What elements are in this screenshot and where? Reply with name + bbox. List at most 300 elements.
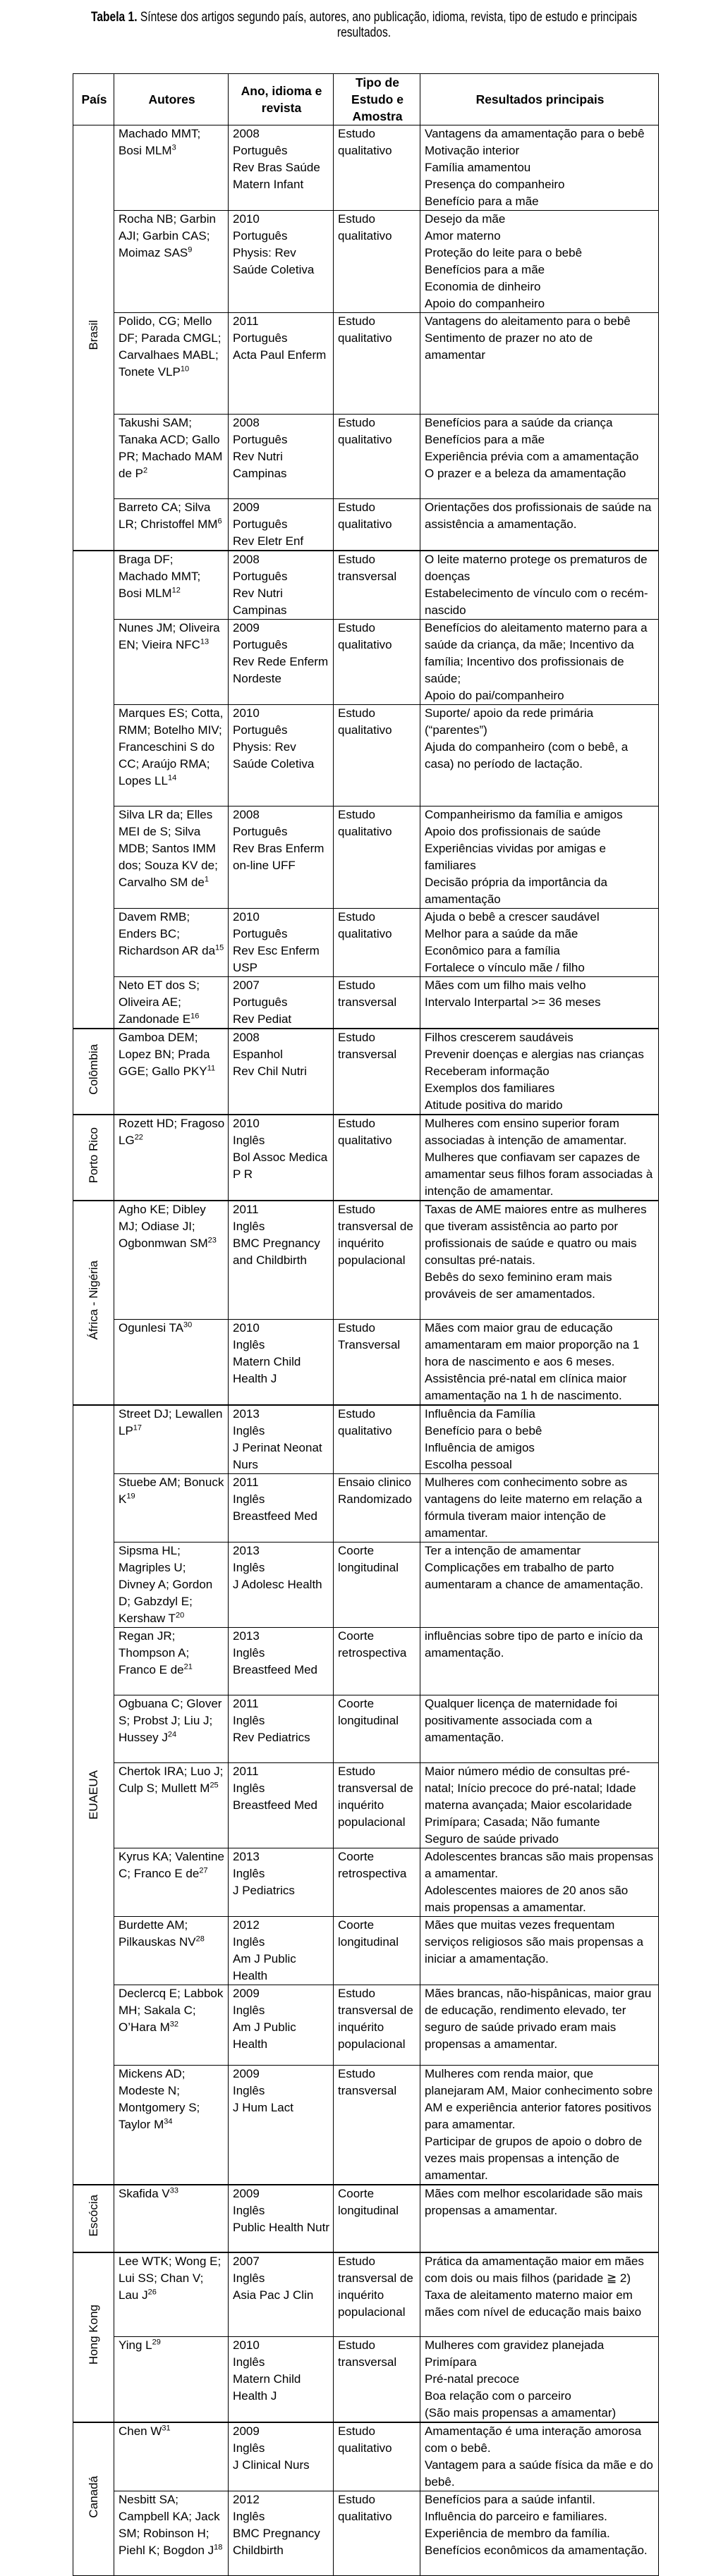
- publication-language: Inglês: [233, 1866, 265, 1880]
- publication-cell: [229, 1201, 334, 1319]
- result-item: Econômico para a família: [425, 944, 560, 957]
- study-type: Estudo qualitativo: [338, 314, 392, 345]
- publication-year: 2010: [233, 2338, 260, 2352]
- publication-cell: [229, 499, 334, 551]
- journal-name: Am J Public Health: [233, 2020, 296, 2051]
- reference-number: 18: [214, 2543, 223, 2552]
- publication-year: 2013: [233, 1406, 260, 1421]
- authors-cell: [114, 1848, 229, 1916]
- publication-language: Inglês: [233, 1492, 265, 1506]
- study-type-cell: [334, 1115, 420, 1201]
- country-label: EUA: [86, 1770, 100, 1795]
- table-row: [73, 2337, 659, 2423]
- publication-year: 2009: [233, 1986, 260, 2000]
- table-row: [73, 1695, 659, 1762]
- study-type-cell: [334, 1405, 420, 1474]
- publication-language: Espanhol: [233, 1048, 283, 1061]
- results-cell: [420, 415, 659, 499]
- reference-number: 20: [175, 1610, 185, 1619]
- reference-number: 17: [133, 1423, 142, 1432]
- result-item: Benefício para o bebê: [425, 1423, 542, 1437]
- study-type-cell: [334, 1319, 420, 1405]
- reference-number: 28: [195, 1934, 205, 1943]
- authors-cell: [114, 1201, 229, 1319]
- study-type: Estudo transversal: [338, 979, 397, 1009]
- authors-cell: [114, 2065, 229, 2185]
- publication-language: Inglês: [233, 2003, 265, 2017]
- result-item: Prevenir doenças e alergias nas crianças: [425, 1048, 644, 1061]
- publication-cell: [229, 2185, 334, 2252]
- table-row: [73, 2185, 659, 2252]
- reference-number: 25: [210, 1780, 219, 1789]
- study-type-cell: [334, 1542, 420, 1627]
- authors-cell: [114, 1029, 229, 1115]
- authors-text: Gamboa DEM; Lopez BN; Prada GGE; Gallo PKY: [119, 1031, 210, 1078]
- journal-name: Rev Rede Enferm Nordeste: [233, 655, 329, 685]
- authors-text: Davem RMB; Enders BC; Richardson AR da: [119, 910, 216, 957]
- reference-number: 34: [164, 2116, 173, 2126]
- result-item: Economia de dinheiro: [425, 280, 541, 293]
- authors-cell: [114, 1985, 229, 2065]
- country-cell: [73, 2185, 114, 2252]
- journal-name: Rev Pediat: [233, 1012, 292, 1026]
- table-row: [73, 1115, 659, 1201]
- result-item: Assistência pré-natal em clínica maior amamentação na 1 h de nascimento.: [425, 1371, 627, 1402]
- results-cell: [420, 1695, 659, 1762]
- result-item: Filhos crescerem saudáveis: [425, 1031, 574, 1044]
- publication-cell: [229, 909, 334, 977]
- result-item: Melhor para a saúde da mãe: [425, 927, 578, 940]
- journal-name: Breastfeed Med: [233, 1662, 318, 1676]
- study-type-cell: [334, 499, 420, 551]
- publication-cell: [229, 1405, 334, 1474]
- journal-name: Matern Child Health J: [233, 1354, 301, 1385]
- result-item: Benefício para a mãe: [425, 195, 539, 208]
- results-cell: [420, 705, 659, 806]
- publication-language: Português: [233, 995, 288, 1009]
- authors-cell: [114, 2252, 229, 2337]
- result-item: Maior número médio de consultas pré-natal; Início precoce do pré-natal; Idade materna avançada; Maior escolaridade: [425, 1764, 636, 1812]
- result-item: Benefícios para a saúde infantil.: [425, 2493, 595, 2506]
- publication-language: Inglês: [233, 1220, 265, 1233]
- journal-name: Rev Pediatrics: [233, 1730, 310, 1744]
- authors-text: Regan JR; Thompson A; Franco E de: [119, 1629, 190, 1676]
- authors-cell: [114, 1319, 229, 1405]
- result-item: Primípara; Casada; Não fumante: [425, 1815, 600, 1829]
- study-type: Estudo qualitativo: [338, 127, 392, 157]
- reference-number: 1: [204, 875, 210, 884]
- publication-language: Português: [233, 825, 288, 838]
- publication-language: Português: [233, 927, 288, 940]
- result-item: Benefícios econômicos da amamentação.: [425, 2544, 648, 2557]
- results-cell: [420, 2422, 659, 2491]
- study-type: Coorte longitudinal: [338, 1918, 399, 1949]
- results-cell: [420, 620, 659, 705]
- authors-text: Lee WTK; Wong E; Lui SS; Chan V; Lau J: [119, 2254, 222, 2302]
- result-item: Vantagens da amamentação para o bebê: [425, 127, 645, 140]
- authors-cell: [114, 1916, 229, 1985]
- result-item: Benefícios do aleitamento materno para a saúde da criança, da mãe; Incentivo da família; Incentivo dos profissionais de saúde;: [425, 621, 648, 685]
- study-type: Estudo transversal de inquérito populacional: [338, 1986, 413, 2051]
- reference-number: 19: [126, 1491, 135, 1500]
- results-cell: [420, 1473, 659, 1542]
- authors-text: Rocha NB; Garbin AJI; Garbin CAS; Moimaz SAS: [119, 212, 216, 259]
- result-item: Benefícios para a saúde da criança: [425, 416, 613, 429]
- result-item: Bebês do sexo feminino eram mais prováveis de ser amamentados.: [425, 1270, 612, 1301]
- header-autores: Autores: [114, 74, 229, 125]
- study-type-cell: [334, 620, 420, 705]
- publication-cell: [229, 705, 334, 806]
- journal-name: BMC Pregnancy and Childbirth: [233, 1237, 320, 1267]
- journal-name: Asia Pac J Clin: [233, 2288, 314, 2302]
- header-tipo: Tipo de Estudo e Amostra: [334, 74, 420, 125]
- authors-text: Mickens AD; Modeste N; Montgomery S; Taylor M: [119, 2066, 200, 2131]
- results-cell: [420, 977, 659, 1029]
- results-cell: [420, 1201, 659, 1319]
- publication-cell: [229, 1542, 334, 1627]
- results-cell: [420, 1985, 659, 2065]
- publication-cell: [229, 1985, 334, 2065]
- publication-year: 2008: [233, 808, 260, 821]
- results-cell: [420, 806, 659, 909]
- study-type: Estudo transversal de inquérito populacional: [338, 1203, 413, 1267]
- authors-cell: [114, 2422, 229, 2491]
- study-type: Estudo qualitativo: [338, 1117, 392, 1147]
- study-type: Estudo qualitativo: [338, 212, 392, 243]
- study-type: Estudo qualitativo: [338, 416, 392, 446]
- publication-language: Inglês: [233, 2355, 265, 2369]
- publication-year: 2009: [233, 501, 260, 514]
- authors-text: Sipsma HL; Magriples U; Divney A; Gordon D; Gabzdyl E; Kershaw T: [119, 1543, 213, 1625]
- journal-name: Rev Eletr Enf: [233, 534, 304, 548]
- result-item: Mães com maior grau de educação amamentaram em maior proporção na 1 hora de nascimento e aos 6 meses.: [425, 1320, 640, 1368]
- table-row: [73, 705, 659, 806]
- result-item: Adolescentes brancas são mais propensas a amamentar.: [425, 1849, 654, 1880]
- study-type: Estudo qualitativo: [338, 2493, 392, 2523]
- study-type-cell: [334, 1473, 420, 1542]
- publication-cell: [229, 1762, 334, 1848]
- study-type: Estudo transversal de inquérito populacional: [338, 2254, 413, 2319]
- result-item: O leite materno protege os prematuros de doenças: [425, 553, 648, 583]
- result-item: Influência de amigos: [425, 1440, 535, 1454]
- study-type-cell: [334, 977, 420, 1029]
- publication-cell: [229, 1029, 334, 1115]
- authors-cell: [114, 2337, 229, 2423]
- authors-cell: [114, 313, 229, 415]
- publication-cell: [229, 1916, 334, 1985]
- results-cell: [420, 2337, 659, 2423]
- journal-name: BMC Pregnancy Childbirth: [233, 2527, 320, 2557]
- header-resultados: Resultados principais: [420, 74, 659, 125]
- publication-year: 2012: [233, 2493, 260, 2506]
- journal-name: Rev Nutri Campinas: [233, 587, 287, 617]
- authors-cell: [114, 977, 229, 1029]
- publication-language: Português: [233, 229, 288, 243]
- country-cell: [73, 551, 114, 1029]
- study-type-cell: [334, 2422, 420, 2491]
- result-item: Mulheres com conhecimento sobre as vantagens do leite materno em relação a fórmula tiveram maior intenção de amamentar.: [425, 1475, 643, 1540]
- journal-name: J Hum Lact: [233, 2100, 293, 2114]
- publication-language: Inglês: [233, 1934, 265, 1949]
- result-item: Suporte/ apoio da rede primária (“parentes”): [425, 706, 594, 737]
- journal-name: Breastfeed Med: [233, 1509, 318, 1523]
- results-cell: [420, 551, 659, 620]
- result-item: Adolescentes maiores de 20 anos são mais propensas a amamentar.: [425, 1883, 629, 1914]
- result-item: Mães que muitas vezes frequentam serviços religiosos são mais propensas a iniciar a amamentação.: [425, 1918, 643, 1965]
- table-header-row: [73, 74, 659, 125]
- reference-number: 22: [134, 1133, 143, 1142]
- study-type: Estudo qualitativo: [338, 501, 392, 531]
- result-item: Mães com um filho mais velho: [425, 979, 586, 992]
- journal-name: J Clinical Nurs: [233, 2458, 310, 2472]
- authors-text: Skafida V: [119, 2186, 170, 2200]
- publication-cell: [229, 2422, 334, 2491]
- table-row: [73, 551, 659, 620]
- results-cell: [420, 2491, 659, 2576]
- journal-name: Physis: Rev Saúde Coletiva: [233, 246, 315, 276]
- publication-language: Inglês: [233, 1781, 265, 1795]
- publication-language: Inglês: [233, 2441, 265, 2455]
- authors-text: Street DJ; Lewallen LP: [119, 1406, 223, 1437]
- result-item: Benefícios para a mãe: [425, 263, 545, 276]
- publication-cell: [229, 125, 334, 211]
- study-type: Estudo transversal: [338, 2338, 397, 2369]
- results-cell: [420, 909, 659, 977]
- table-row: [73, 1473, 659, 1542]
- study-type-cell: [334, 705, 420, 806]
- result-item: Qualquer licença de maternidade foi positivamente associada com a amamentação.: [425, 1696, 618, 1744]
- publication-language: Português: [233, 433, 288, 446]
- synthesis-table: [73, 73, 659, 2576]
- result-item: influências sobre tipo de parto e início da amamentação.: [425, 1629, 643, 1660]
- result-item: Mulheres com ensino superior foram associadas à intenção de amamentar.: [425, 1117, 627, 1147]
- publication-language: Inglês: [233, 1134, 265, 1147]
- results-cell: [420, 1029, 659, 1115]
- table-row: [73, 620, 659, 705]
- authors-cell: [114, 806, 229, 909]
- journal-name: Am J Public Health: [233, 1951, 296, 1982]
- table-row: [73, 977, 659, 1029]
- study-type: Estudo transversal: [338, 553, 397, 583]
- header-pais: País: [73, 74, 114, 125]
- result-item: Participar de grupos de apoio o dobro de vezes mais propensas a intenção de amamentar.: [425, 2134, 643, 2182]
- authors-text: Ogbuana C; Glover S; Probst J; Liu J; Hussey J: [119, 1696, 222, 1744]
- journal-name: J Pediatrics: [233, 1883, 295, 1897]
- study-type: Estudo qualitativo: [338, 621, 392, 651]
- study-type: Coorte retrospectiva: [338, 1849, 407, 1880]
- publication-language: Inglês: [233, 1560, 265, 1574]
- study-type: Estudo transversal: [338, 2066, 397, 2097]
- study-type-cell: [334, 1201, 420, 1319]
- authors-text: Machado MMT; Bosi MLM: [119, 127, 201, 157]
- publication-year: 2008: [233, 416, 260, 429]
- result-item: Ajuda o bebê a crescer saudável: [425, 910, 600, 924]
- caption-text: Síntese dos artigos segundo país, autores, ano publicação, idioma, revista, tipo de estudo e principais resultados.: [137, 10, 637, 40]
- authors-text: Rozett HD; Fragoso LG: [119, 1117, 225, 1147]
- publication-language: Inglês: [233, 2203, 265, 2217]
- publication-year: 2011: [233, 1203, 259, 1216]
- study-type: Estudo qualitativo: [338, 910, 392, 940]
- result-item: Estabelecimento de vínculo com o recém-nascido: [425, 587, 648, 617]
- publication-cell: [229, 806, 334, 909]
- table-row: [73, 1916, 659, 1985]
- study-type: Estudo qualitativo: [338, 1406, 392, 1437]
- authors-text: Polido, CG; Mello DF; Parada CMGL; Carvalhaes MABL; Tonete VLP: [119, 314, 222, 379]
- table-row: [73, 2252, 659, 2337]
- publication-year: 2010: [233, 1117, 260, 1130]
- result-item: Mulheres com renda maior, que planejaram AM, Maior conhecimento sobre AM e experiência anterior fatores positivos para amamentar.: [425, 2066, 653, 2131]
- country-label: Canadá: [86, 2475, 100, 2518]
- table-row: [73, 2065, 659, 2185]
- authors-cell: [114, 415, 229, 499]
- journal-name: Rev Esc Enferm USP: [233, 944, 320, 974]
- authors-cell: [114, 499, 229, 551]
- publication-year: 2013: [233, 1849, 260, 1863]
- study-type-cell: [334, 1916, 420, 1985]
- publication-year: 2009: [233, 621, 260, 634]
- table-row: [73, 806, 659, 909]
- study-type-cell: [334, 1029, 420, 1115]
- authors-text: Barreto CA; Silva LR; Christoffel MM: [119, 501, 218, 531]
- result-item: Ajuda do companheiro (com o bebê, a casa) no período de lactação.: [425, 740, 629, 771]
- study-type-cell: [334, 2491, 420, 2576]
- publication-cell: [229, 1473, 334, 1542]
- result-item: Influência do parceiro e familiares.: [425, 2510, 607, 2523]
- study-type-cell: [334, 1627, 420, 1695]
- results-cell: [420, 2252, 659, 2337]
- table-row: [73, 1762, 659, 1848]
- study-type: Coorte longitudinal: [338, 2186, 399, 2217]
- authors-text: Ying L: [119, 2338, 152, 2352]
- journal-name: Bol Assoc Medica P R: [233, 1151, 328, 1181]
- results-cell: [420, 313, 659, 415]
- study-type: Estudo transversal de inquérito populacional: [338, 1764, 413, 1829]
- authors-cell: [114, 551, 229, 620]
- result-item: Boa relação com o parceiro: [425, 2389, 571, 2403]
- publication-language: Inglês: [233, 2510, 265, 2523]
- publication-year: 2009: [233, 2186, 260, 2200]
- publication-cell: [229, 2491, 334, 2576]
- table-row: [73, 1985, 659, 2065]
- publication-year: 2011: [233, 1475, 259, 1489]
- publication-year: 2007: [233, 2254, 260, 2268]
- country-label: Hong Kong: [86, 2305, 100, 2365]
- authors-text: Ogunlesi TA: [119, 1320, 183, 1335]
- publication-language: Inglês: [233, 1337, 265, 1351]
- study-type-cell: [334, 211, 420, 313]
- authors-cell: [114, 705, 229, 806]
- result-item: Escolha pessoal: [425, 1457, 512, 1471]
- results-cell: [420, 125, 659, 211]
- authors-cell: [114, 1627, 229, 1695]
- authors-text: Stuebe AM; Bonuck K: [119, 1475, 224, 1506]
- result-item: Companheirismo da família e amigos: [425, 808, 623, 821]
- result-item: Família amamentou: [425, 161, 531, 174]
- publication-year: 2008: [233, 553, 260, 566]
- publication-year: 2010: [233, 706, 260, 720]
- result-item: Apoio do companheiro: [425, 297, 545, 310]
- publication-language: Português: [233, 570, 288, 583]
- result-item: Influência da Família: [425, 1406, 535, 1421]
- results-cell: [420, 1627, 659, 1695]
- reference-number: 26: [147, 2287, 157, 2296]
- publication-year: 2013: [233, 1543, 260, 1557]
- publication-language: Português: [233, 638, 288, 651]
- results-cell: [420, 211, 659, 313]
- study-type: Estudo Transversal: [338, 1320, 401, 1351]
- publication-cell: [229, 620, 334, 705]
- authors-text: Agho KE; Dibley MJ; Odiase JI; Ogbonmwan SM: [119, 1203, 208, 1250]
- reference-number: 12: [171, 586, 181, 595]
- authors-text: Burdette AM; Pilkauskas NV: [119, 1918, 196, 1949]
- study-type: Ensaio clinico Randomizado: [338, 1475, 412, 1506]
- reference-number: 16: [190, 1012, 200, 1021]
- authors-text: Takushi SAM; Tanaka ACD; Gallo PR; Machado MAM de P: [119, 416, 223, 480]
- journal-name: Breastfeed Med: [233, 1798, 318, 1812]
- result-item: Taxas de AME maiores entre as mulheres que tiveram assistência ao parto por profissionais de saúde e quatro ou mais consultas pré-natais.: [425, 1203, 647, 1267]
- publication-language: Inglês: [233, 1713, 265, 1727]
- study-type: Coorte longitudinal: [338, 1543, 399, 1574]
- reference-number: 33: [169, 2185, 179, 2195]
- authors-text: Nesbitt SA; Campbell KA; Jack SM; Robinson H; Piehl K; Bogdon J: [119, 2493, 220, 2557]
- journal-name: Rev Bras Enferm on-line UFF: [233, 842, 324, 872]
- result-item: Mães brancas, não-hispânicas, maior grau de educação, rendimento elevado, ter seguro de saúde privado eram mais propensas a amamentar.: [425, 1986, 652, 2051]
- table-row: [73, 125, 659, 211]
- table-row: [73, 2422, 659, 2491]
- table-row: [73, 1848, 659, 1916]
- study-type-cell: [334, 415, 420, 499]
- result-item: Benefícios para a mãe: [425, 433, 545, 446]
- publication-year: 2010: [233, 212, 260, 226]
- table-body: [73, 125, 659, 2576]
- reference-number: 32: [169, 2019, 178, 2028]
- result-item: (São mais propensas a amamentar): [425, 2406, 617, 2419]
- authors-cell: [114, 2491, 229, 2576]
- study-type-cell: [334, 2185, 420, 2252]
- publication-cell: [229, 1848, 334, 1916]
- results-cell: [420, 1848, 659, 1916]
- result-item: Experiências vividas por amigas e familiares: [425, 842, 607, 872]
- result-item: Primípara: [425, 2355, 477, 2369]
- results-cell: [420, 499, 659, 551]
- result-item: Motivação interior: [425, 144, 520, 157]
- country-label-stack: [73, 1770, 114, 1820]
- publication-language: Português: [233, 144, 288, 157]
- country-cell: [73, 1115, 114, 1201]
- journal-name: J Adolesc Health: [233, 1577, 322, 1591]
- publication-language: Inglês: [233, 2083, 265, 2097]
- result-item: Taxa de aleitamento materno maior em mães com nível de educação mais baixo: [425, 2288, 642, 2319]
- study-type: Estudo qualitativo: [338, 808, 392, 838]
- study-type-cell: [334, 909, 420, 977]
- authors-cell: [114, 2185, 229, 2252]
- result-item: Mulheres com gravidez planejada: [425, 2338, 605, 2352]
- result-item: Pré-natal precoce: [425, 2372, 520, 2386]
- result-item: Presença do companheiro: [425, 178, 565, 191]
- authors-cell: [114, 1115, 229, 1201]
- authors-cell: [114, 1473, 229, 1542]
- authors-text: Declercq E; Labbok MH; Sakala C; O’Hara M: [119, 1986, 224, 2034]
- results-cell: [420, 2065, 659, 2185]
- publication-year: 2011: [233, 1696, 259, 1710]
- reference-number: 9: [188, 245, 193, 254]
- table-row: [73, 2491, 659, 2576]
- publication-cell: [229, 551, 334, 620]
- result-item: Experiência prévia com a amamentação: [425, 450, 639, 463]
- authors-text: Nunes JM; Oliveira EN; Vieira NFC: [119, 621, 220, 651]
- reference-number: 23: [207, 1236, 217, 1245]
- publication-year: 2012: [233, 1918, 260, 1932]
